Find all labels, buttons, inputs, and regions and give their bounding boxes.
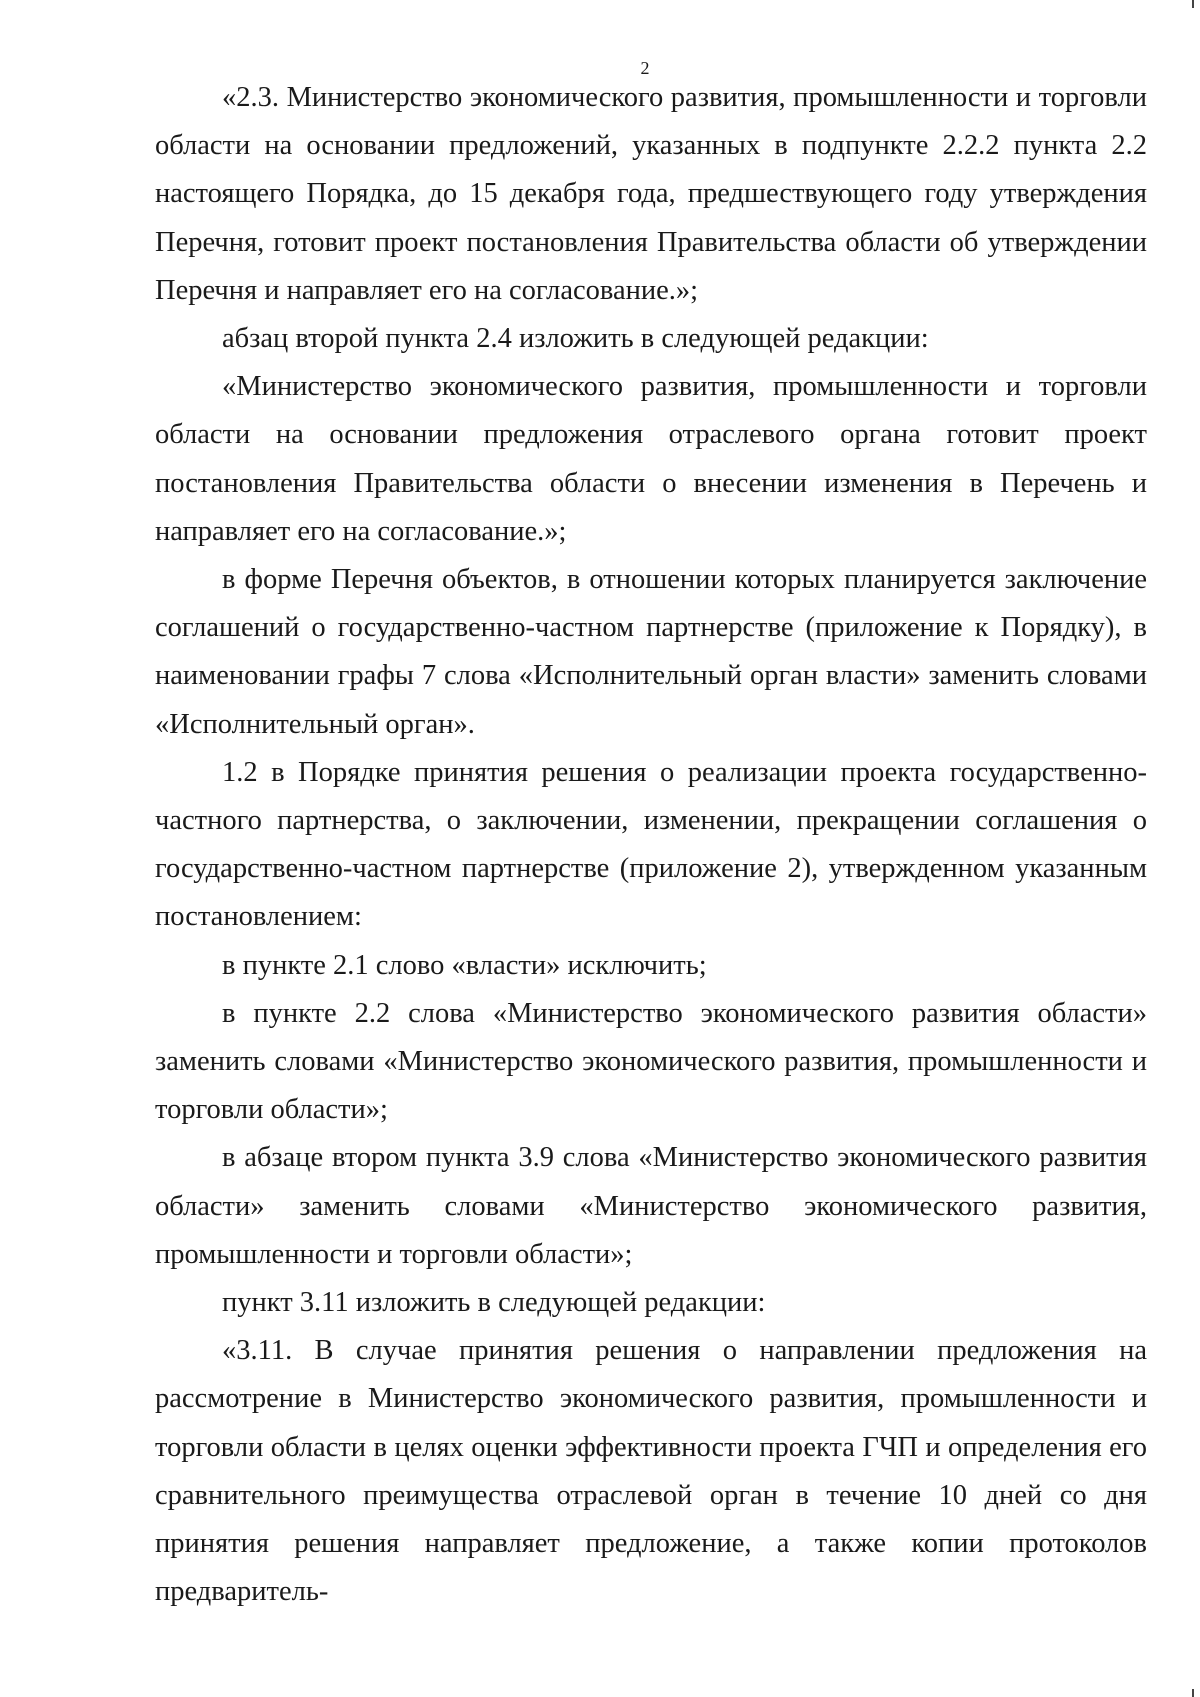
paragraph-3-11-instruction: пункт 3.11 изложить в следующей редакции: — [222, 1287, 766, 1319]
paragraph-2-2-instruction: в пункте 2.2 слова «Министерство экономического развития области» заменить словами «Министерство экономического развития, промышленности и торговли области»; — [155, 997, 1147, 1126]
paragraph-2-3-quote: «2.3. Министерство экономического развития, промышленности и торговли области на основании предложений, указанных в подпункте 2.2.2 пункта 2.2 настоящего Порядка, до 15 декабря года, предшествующего году утверждения Перечня, готовит проект постановления Правительства области об утверждении Перечня и направляет его на согласование.»; — [155, 82, 1147, 306]
scan-edge-mark-top — [1192, 0, 1194, 8]
paragraph-2-4-instruction: абзац второй пункта 2.4 изложить в следующей редакции: — [222, 323, 929, 355]
paragraph-2-1-instruction: в пункте 2.1 слово «власти» исключить; — [222, 949, 707, 981]
paragraph-form-perechnya: в форме Перечня объектов, в отношении которых планируется заключение соглашений о государственно-частном партнерстве (приложение к Порядку), в наименовании графы 7 слова «Исполнительный орган власти» заменить словами «Исполнительный орган». — [155, 564, 1147, 740]
paragraph-1-2: 1.2 в Порядке принятия решения о реализации проекта государственно-частного партнерства, о заключении, изменении, прекращении соглашения о государственно-частном партнерстве (приложение 2), утвержденном указанным постановлением: — [155, 756, 1147, 933]
scan-edge-mark-bottom — [1192, 1689, 1194, 1697]
paragraph-2-4-quote: «Министерство экономического развития, промышленности и торговли области на основании предложения отраслевого органа готовит проект постановления Правительства области о внесении изменения в Перечень и направляет его на согласование.»; — [155, 371, 1147, 547]
paragraph-3-9-instruction: в абзаце втором пункта 3.9 слова «Министерство экономического развития области» заменить словами «Министерство экономического развития, промышленности и торговли области»; — [155, 1142, 1147, 1270]
page-number: 2 — [640, 58, 650, 78]
paragraph-3-11-quote: «3.11. В случае принятия решения о направлении предложения на рассмотрение в Министерство экономического развития, промышленности и торговли области в целях оценки эффективности проекта ГЧП и определения его сравнительного преимущества отраслевой орган в течение 10 дней со дня принятия решения направляет предложение, а также копии протоколов предваритель- — [155, 1335, 1147, 1608]
document-body — [155, 74, 1147, 1617]
